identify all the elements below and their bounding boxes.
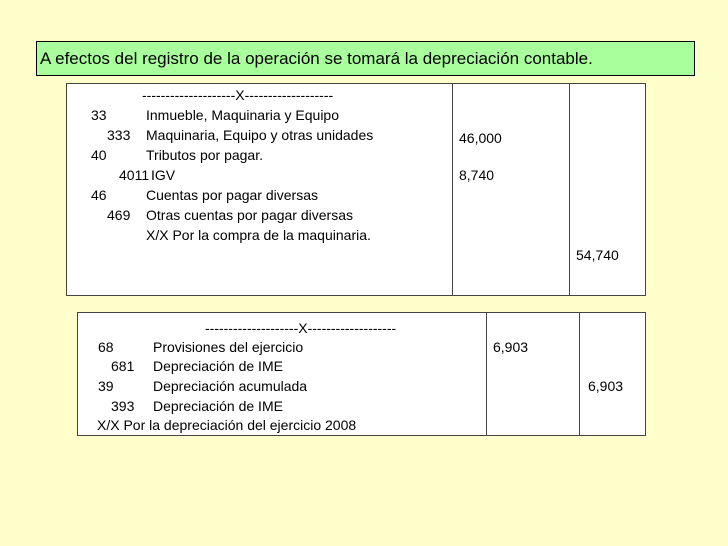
- account-code: 40: [91, 147, 107, 163]
- debit-amount: 6,903: [493, 339, 529, 355]
- account-name: Inmueble, Maquinaria y Equipo: [146, 107, 340, 123]
- debit-amount: 8,740: [459, 167, 495, 183]
- subaccount-name: Maquinaria, Equipo y otras unidades: [146, 127, 374, 143]
- account-name: Tributos por pagar.: [146, 147, 263, 163]
- credit-column-divider: [569, 84, 570, 295]
- credit-column-divider: [579, 313, 580, 435]
- account-name: Cuentas por pagar diversas: [146, 187, 318, 203]
- entry-separator: --------------------X-------------------: [205, 320, 397, 336]
- subaccount-name: Depreciación de IME: [153, 358, 283, 374]
- debit-amount: 46,000: [459, 130, 502, 146]
- account-code: 39: [98, 378, 114, 394]
- account-name: Depreciación acumulada: [153, 378, 308, 394]
- entry-separator: --------------------X-------------------: [142, 87, 334, 103]
- debit-column-divider: [452, 84, 453, 295]
- journal-entry-depreciation: [77, 312, 646, 436]
- journal-entry-purchase: [66, 83, 646, 296]
- subaccount-name: Depreciación de IME: [153, 398, 283, 414]
- subaccount-name: Otras cuentas por pagar diversas: [146, 207, 353, 223]
- subaccount-name: IGV: [151, 167, 176, 183]
- subaccount-code: 4011: [119, 167, 150, 183]
- debit-column-divider: [486, 313, 487, 435]
- entry-gloss: X/X Por la compra de la maquinaria.: [146, 227, 371, 243]
- account-name: Provisiones del ejercicio: [153, 339, 304, 355]
- title-banner: A efectos del registro de la operación se tomará la depreciación contable.: [36, 41, 695, 76]
- subaccount-code: 393: [111, 398, 135, 414]
- entry-gloss: X/X Por la depreciación del ejercicio 2008: [97, 417, 357, 433]
- account-code: 68: [98, 339, 114, 355]
- credit-amount: 54,740: [576, 247, 619, 263]
- subaccount-code: 333: [107, 127, 131, 143]
- subaccount-code: 681: [111, 358, 135, 374]
- account-code: 33: [91, 107, 107, 123]
- credit-amount: 6,903: [588, 378, 624, 394]
- subaccount-code: 469: [107, 207, 131, 223]
- account-code: 46: [91, 187, 107, 203]
